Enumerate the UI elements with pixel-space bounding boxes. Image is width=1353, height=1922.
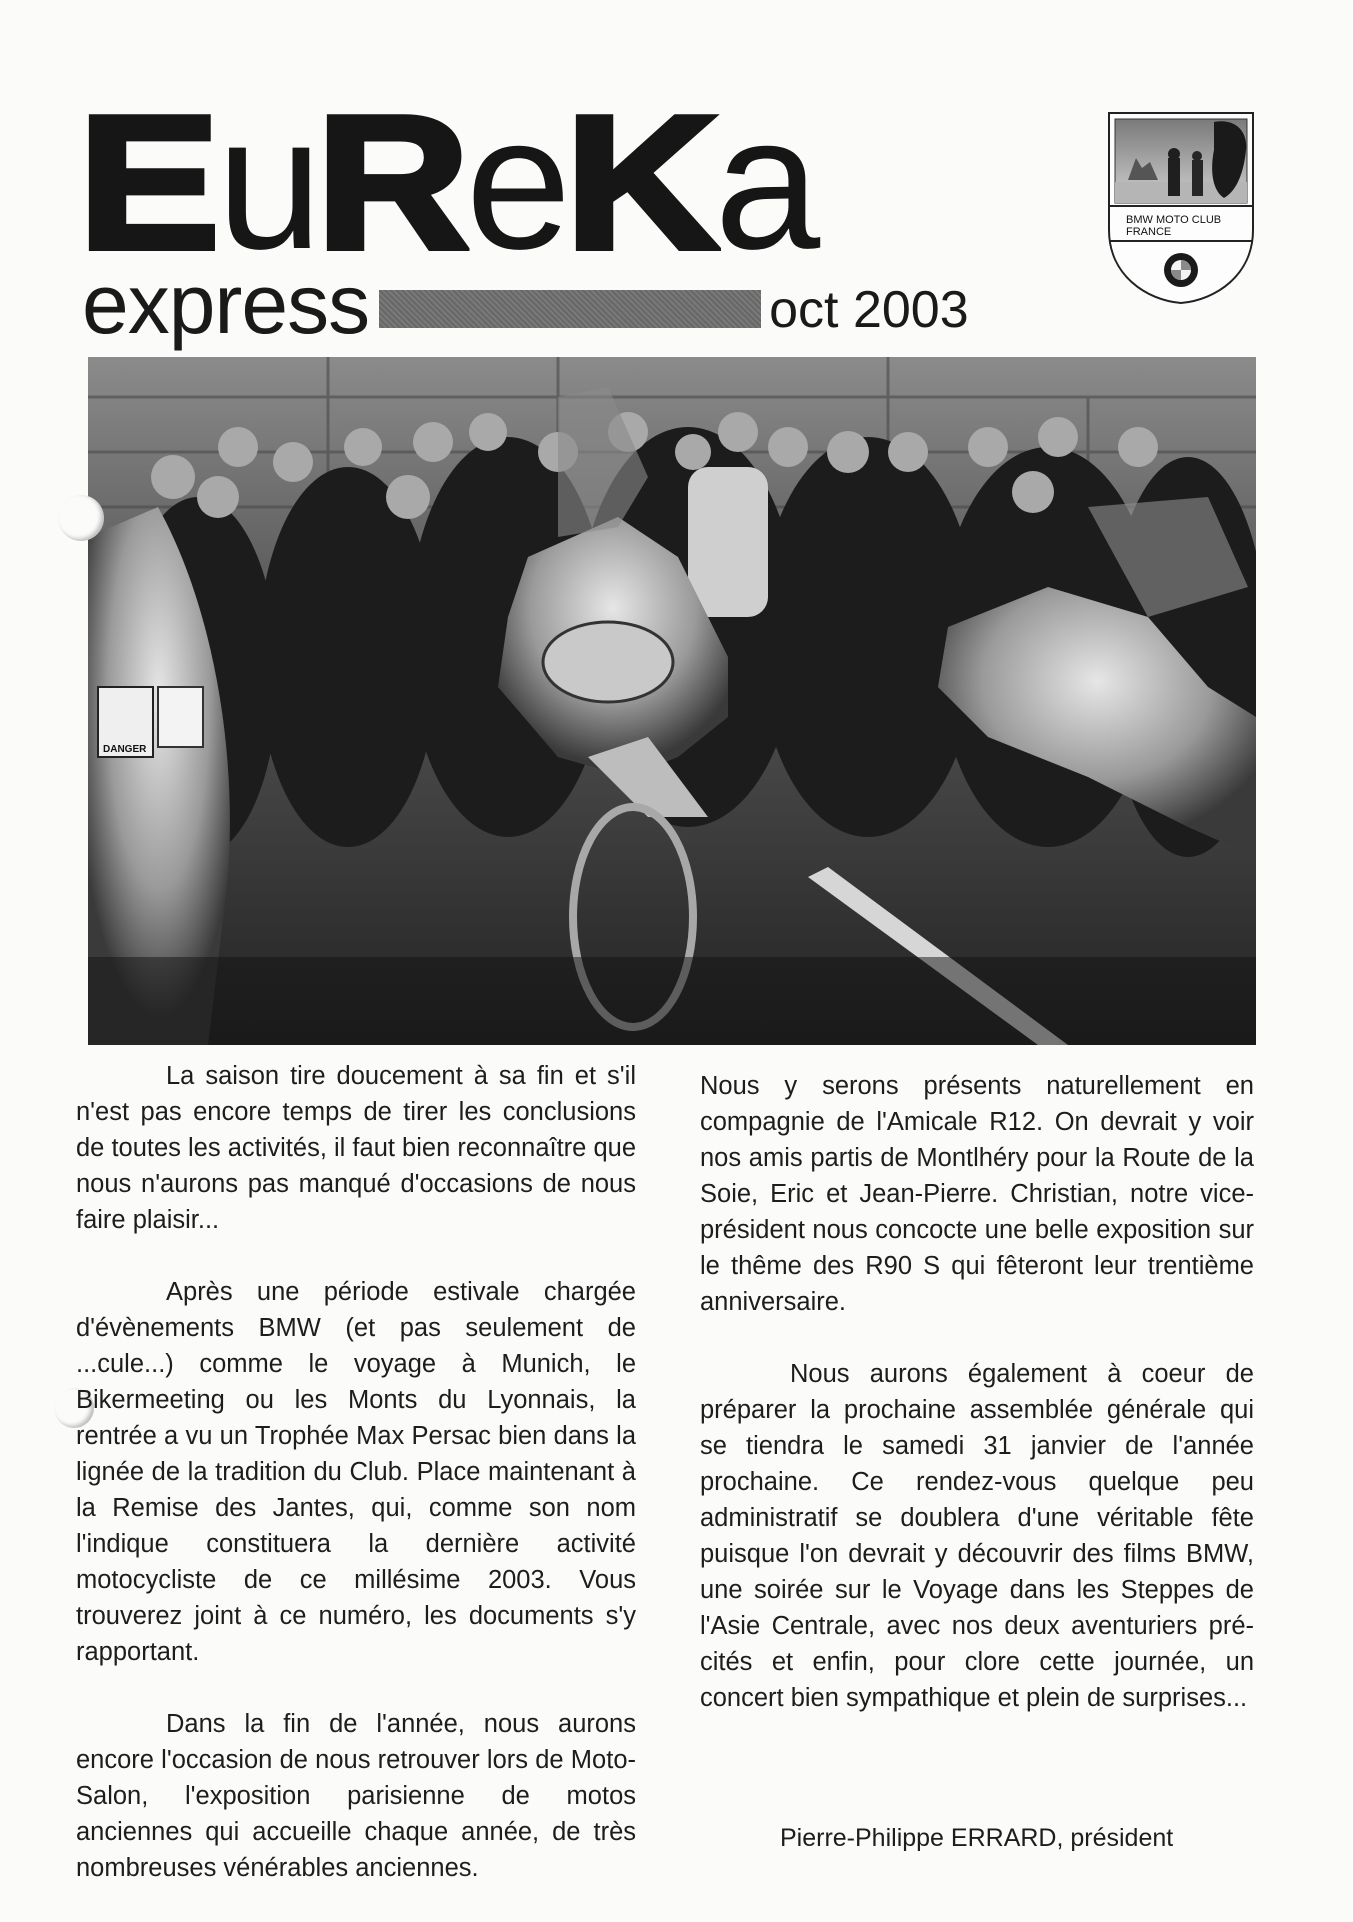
group-photo-image: [88, 357, 1256, 1045]
title-letter-E: E: [78, 77, 214, 289]
title-letter-R: R: [316, 77, 464, 289]
masthead-subtitle: express: [82, 257, 370, 351]
signature: Pierre-Philippe ERRARD, président: [780, 1824, 1174, 1852]
bmw-roundel-icon: [1164, 253, 1198, 287]
masthead-subtitle-row: [82, 256, 969, 351]
paragraph: Après une période estivale chargée d'évènements BMW (et pas seulement de ...cule...) comme le voyage à Munich, le Bikermeeting ou les Monts du Lyonnais, la rentrée a vu un Trophée Max Persac bien dans la lignée de la tradition du Club. Place maintenant à la Remise des Jantes, qui, comme son nom l'indique constituera la dernière activité motocycliste de ce millésime 2003. Vous trouverez joint à ce numéro, les documents s'y rapportant.: [76, 1278, 636, 1666]
club-logo: [1106, 110, 1256, 306]
paragraph: La saison tire doucement à sa fin et s'il n'est pas encore temps de tirer les conclusions de toutes les activités, il faut bien reconnaître que nous n'aurons pas manqué d'occasions de nous faire plaisir...: [76, 1062, 636, 1234]
masthead-title: [78, 77, 815, 289]
paragraph: Nous y serons présents naturellement en compagnie de l'Amicale R12. On devrait y voir nos amis partis de Montlhéry pour la Route de la Soie, Eric et Jean-Pierre. Christian, notre vice-président nous concocte une belle exposition sur le thême des R90 S qui fêteront leur trentième anniversaire.: [700, 1072, 1254, 1316]
paragraph: Dans la fin de l'année, nous aurons encore l'occasion de nous retrouver lors de Moto-Salon, l'exposition parisienne de motos anciennes qui accueille chaque année, de très nombreuses vénérables anciennes.: [76, 1710, 636, 1882]
article-left-column: [76, 1058, 636, 1922]
punch-hole: [58, 495, 104, 541]
title-letter-K: K: [565, 77, 713, 289]
issue-date: oct 2003: [769, 281, 969, 339]
group-photo: [88, 357, 1256, 1045]
title-letter-u: u: [216, 77, 317, 289]
decorative-bar: [379, 290, 761, 328]
title-letter-a: a: [714, 77, 815, 289]
club-name: BMW MOTO CLUB FRANCE: [1126, 214, 1222, 238]
danger-sticker: DANGER: [103, 744, 147, 755]
paragraph: Nous aurons également à coeur de préparer la prochaine assemblée générale qui se tiendra le samedi 31 janvier de l'année prochaine. Ce rendez-vous quelque peu administratif se doublera d'une véritable fête puisque l'on devrait y découvrir des films BMW, une soirée sur le Voyage dans les Steppes de l'Asie Centrale, avec nos deux aventuriers pré-cités et enfin, pour clore cette journée, un concert bien sympathique et plein de surprises...: [700, 1360, 1254, 1712]
article-right-column: [700, 1068, 1254, 1752]
title-letter-e: e: [465, 77, 566, 289]
shield-icon: [1106, 110, 1256, 306]
